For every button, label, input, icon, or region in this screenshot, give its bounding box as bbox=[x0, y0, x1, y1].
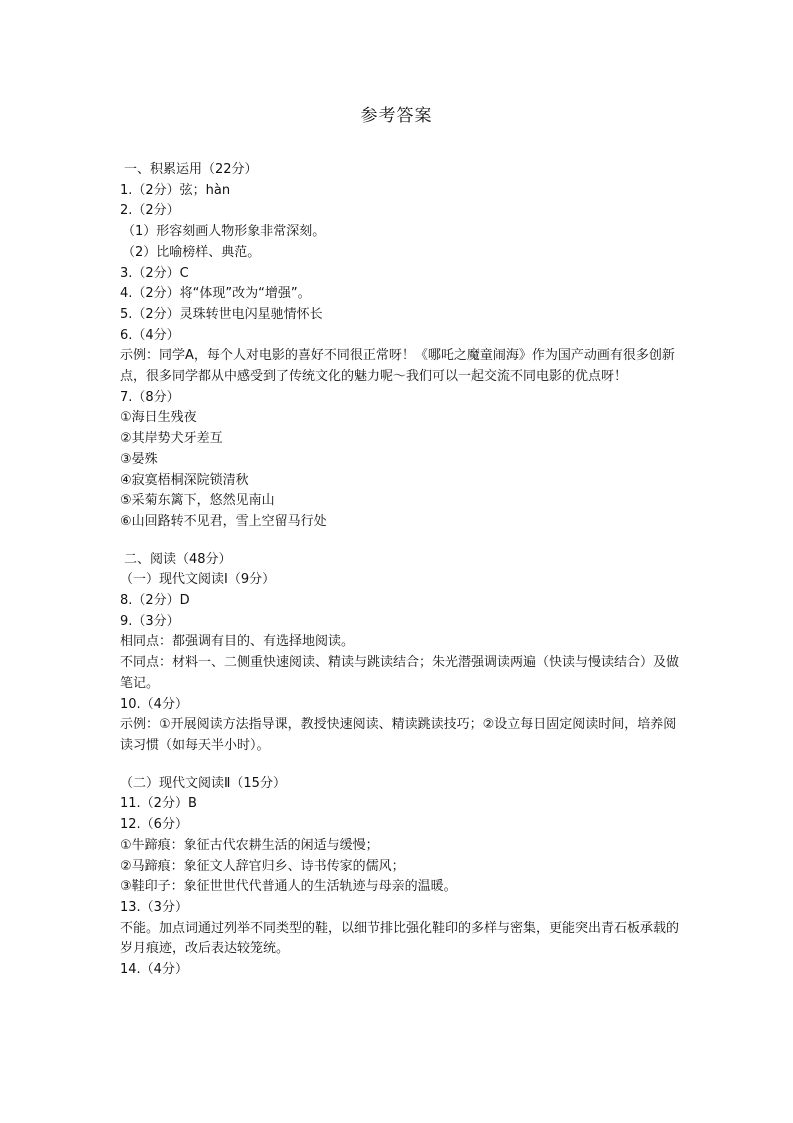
answer-line: 5.（2分）灵珠转世电闪星驰情怀长 bbox=[120, 306, 323, 322]
answer-paragraph-q10: 示例：①开展阅读方法指导课，教授快速阅读、精读跳读技巧；②设立每日固定阅读时间，培养阅读习惯（如每天半小时）。 bbox=[120, 717, 677, 753]
answer-content bbox=[120, 160, 685, 981]
answer-line: 11.（2分）B bbox=[120, 796, 197, 812]
answer-paragraph-q6: 示例：同学A，每个人对电影的喜好不同很正常呀！《哪吒之魔童闹海》作为国产动画有很多创新点，很多同学都从中感受到了传统文化的魅力呢～我们可以一起交流不同电影的优点呀！ bbox=[120, 348, 675, 385]
section-heading-part2: 二、阅读（48分） bbox=[124, 551, 232, 567]
answer-line: 13.（3分） bbox=[120, 899, 188, 915]
section-spacer bbox=[120, 533, 685, 550]
answer-line: 4.（2分）将“体现”改为“增强”。 bbox=[120, 286, 311, 302]
answer-line: 1.（2分）弦；hàn bbox=[120, 182, 231, 198]
answer-line: ⑤采菊东篱下，悠然见南山 bbox=[120, 493, 275, 509]
answer-line: 相同点：都强调有目的、有选择地阅读。 bbox=[120, 634, 355, 650]
section-spacer bbox=[120, 757, 685, 774]
answer-line: 10.（4分） bbox=[120, 696, 188, 712]
answer-line: ③晏殊 bbox=[120, 451, 158, 467]
answer-paragraph-q13: 不能。加点词通过列举不同类型的鞋，以细节排比强化鞋印的多样与密集，更能突出青石板承载的岁月痕迹，改后表达较笼统。 bbox=[120, 920, 680, 957]
answer-line: 8.（2分）D bbox=[120, 593, 190, 609]
answer-line: 12.（6分） bbox=[120, 817, 188, 833]
answer-line: ⑥山回路转不见君，雪上空留马行处 bbox=[120, 513, 327, 529]
subsection-heading-reading2: （二）现代文阅读Ⅱ（15分） bbox=[120, 775, 286, 791]
answer-line: （2）比喻榜样、典范。 bbox=[122, 244, 261, 260]
answer-line: 3.（2分）C bbox=[120, 265, 189, 281]
answer-line: ②其岸势犬牙差互 bbox=[120, 431, 223, 447]
subsection-heading-reading1: （一）现代文阅读Ⅰ（9分） bbox=[120, 572, 276, 588]
page-title: 参考答案 bbox=[360, 106, 433, 126]
answer-line: 7.（8分） bbox=[120, 389, 180, 405]
answer-line: ①牛蹄痕：象征古代农耕生活的闲适与缓慢； bbox=[120, 837, 379, 853]
answer-line: ③鞋印子：象征世世代代普通人的生活轨迹与母亲的温暖。 bbox=[120, 879, 457, 895]
answer-line: ④寂寞梧桐深院锁清秋 bbox=[120, 472, 249, 488]
answer-line: ①海日生残夜 bbox=[120, 410, 197, 426]
answer-line: 9.（3分） bbox=[120, 613, 180, 629]
answer-line: ②马蹄痕：象征文人辞官归乡、诗书传家的儒风； bbox=[120, 858, 405, 874]
answer-line: 2.（2分） bbox=[120, 203, 180, 219]
section-heading-part1: 一、积累运用（22分） bbox=[124, 162, 258, 177]
answer-line: 14.（4分） bbox=[120, 962, 188, 978]
answer-line: 6.（4分） bbox=[120, 327, 180, 343]
answer-paragraph-q9-diff: 不同点：材料一、二侧重快速阅读、精读与跳读结合；朱光潜强调读两遍（快读与慢读结合）及做笔记。 bbox=[120, 655, 680, 691]
answer-line: （1）形容刻画人物形象非常深刻。 bbox=[122, 224, 326, 240]
